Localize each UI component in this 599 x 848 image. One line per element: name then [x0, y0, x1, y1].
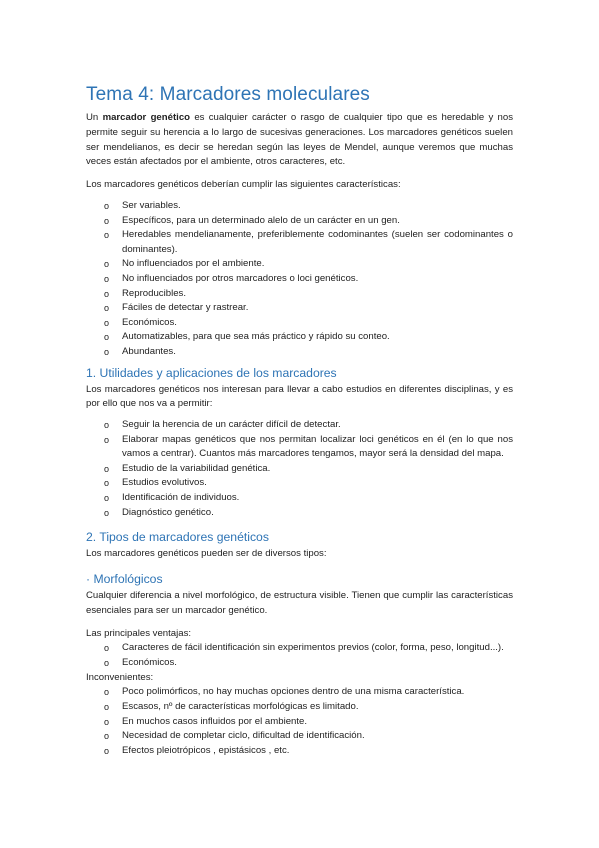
list-item: o Heredables mendelianamente, preferiblemente codominantes (suelen ser codominantes o dominantes). — [104, 229, 513, 255]
list-item: o Fáciles de detectar y rastrear. — [86, 301, 513, 316]
bullet-mark: o — [104, 643, 110, 654]
intro-paragraph — [86, 111, 513, 170]
bullet-mark: o — [104, 434, 110, 445]
bullet-mark: o — [104, 317, 110, 328]
bullet-mark: o — [104, 288, 110, 299]
list-item: o Abundantes. — [86, 345, 513, 360]
ventajas-label: Las principales ventajas: — [86, 627, 192, 639]
morfologicos-heading: · Morfológicos — [86, 572, 163, 587]
list-item: o Económicos. — [86, 656, 513, 671]
list-item: o Escasos, nº de características morfológicas es limitado. — [86, 700, 513, 715]
section-1-heading: 1. Utilidades y aplicaciones de los marcadores — [86, 365, 337, 380]
list-item: o Reproducibles. — [86, 287, 513, 302]
list-item: o Identificación de individuos. — [86, 491, 513, 506]
bullet-mark: o — [104, 346, 110, 357]
bullet-mark: o — [104, 200, 110, 211]
list-item: o Automatizables, para que sea más práctico y rápido su conteo. — [86, 330, 513, 345]
morfologicos-text: Cualquier diferencia a nivel morfológico, de estructura visible. Tienen que cumplir las características esenciales para ser un marcador genético. — [86, 590, 513, 616]
characteristics-list — [86, 199, 513, 360]
bullet-mark: o — [104, 420, 110, 431]
intro-bold-term: marcador genético — [102, 112, 191, 123]
bullet-mark: o — [104, 273, 110, 284]
list-item: o Estudios evolutivos. — [86, 476, 513, 491]
intro-lead: Un — [86, 112, 103, 123]
bullet-mark: o — [104, 259, 110, 270]
section-1-text: Los marcadores genéticos nos interesan para llevar a cabo estudios en diferentes disciplinas, y es por ello que nos va a permitir: — [86, 383, 513, 410]
bullet-mark: o — [104, 215, 110, 226]
list-item: o Ser variables. — [86, 199, 513, 214]
inconvenientes-label: Inconvenientes: — [86, 671, 154, 683]
bullet-mark: o — [104, 493, 110, 504]
list-item: o Diagnóstico genético. — [86, 506, 513, 521]
list-item: o No influenciados por el ambiente. — [86, 257, 513, 272]
list-item: o Económicos. — [86, 316, 513, 331]
list-item: o Estudio de la variabilidad genética. — [86, 462, 513, 477]
bullet-mark: o — [104, 731, 110, 742]
list-item: o Necesidad de completar ciclo, dificultad de identificación. — [86, 729, 513, 744]
bullet-mark: o — [104, 463, 110, 474]
bullet-mark: o — [104, 507, 110, 518]
section-2-text: Los marcadores genéticos pueden ser de diversos tipos: — [86, 548, 327, 560]
page-title: Tema 4: Marcadores moleculares — [86, 84, 370, 105]
bullet-mark: o — [104, 332, 110, 343]
list-item: o Poco polimórficos, no hay muchas opciones dentro de una misma característica. — [86, 685, 513, 700]
bullet-mark: o — [104, 716, 110, 727]
section-2-heading: 2. Tipos de marcadores genéticos — [86, 530, 269, 545]
section-1-list — [86, 418, 513, 520]
bullet-mark: o — [104, 230, 110, 241]
intro-rest: es cualquier carácter o rasgo de cualquier tipo que es heredable y nos permite seguir su herencia a lo largo de sucesivas generaciones. Los marcadores genéticos suelen ser mendelianos, es decir se heredan según las leyes de Mendel, aunque veremos que muchas veces están afectados por el ambiente, otros caracteres, etc. — [86, 112, 513, 168]
list-item: o Específicos, para un determinado alelo de un carácter en un gen. — [86, 214, 513, 229]
bullet-mark: o — [104, 658, 110, 669]
bullet-mark: o — [104, 745, 110, 756]
inconvenientes-list — [86, 685, 513, 758]
bullet-mark: o — [104, 478, 110, 489]
characteristics-intro: Los marcadores genéticos deberían cumplir las siguientes características: — [86, 179, 401, 191]
ventajas-list — [86, 641, 513, 670]
list-item: o No influenciados por otros marcadores o loci genéticos. — [86, 272, 513, 287]
bullet-mark: o — [104, 303, 110, 314]
bullet-mark: o — [104, 687, 110, 698]
list-item: o Seguir la herencia de un carácter difícil de detectar. — [86, 418, 513, 433]
list-item: o Efectos pleiotrópicos , epistásicos , etc. — [86, 744, 513, 759]
list-item: o Caracteres de fácil identificación sin experimentos previos (color, forma, peso, longitud...). — [86, 641, 513, 656]
bullet-mark: o — [104, 702, 110, 713]
list-item: o En muchos casos influidos por el ambiente. — [86, 715, 513, 730]
list-item: o Elaborar mapas genéticos que nos permitan localizar loci genéticos en él (en lo que nos vamos a centrar). Cuantos más marcadores tengamos, mayor será la densidad del mapa. — [104, 433, 513, 460]
